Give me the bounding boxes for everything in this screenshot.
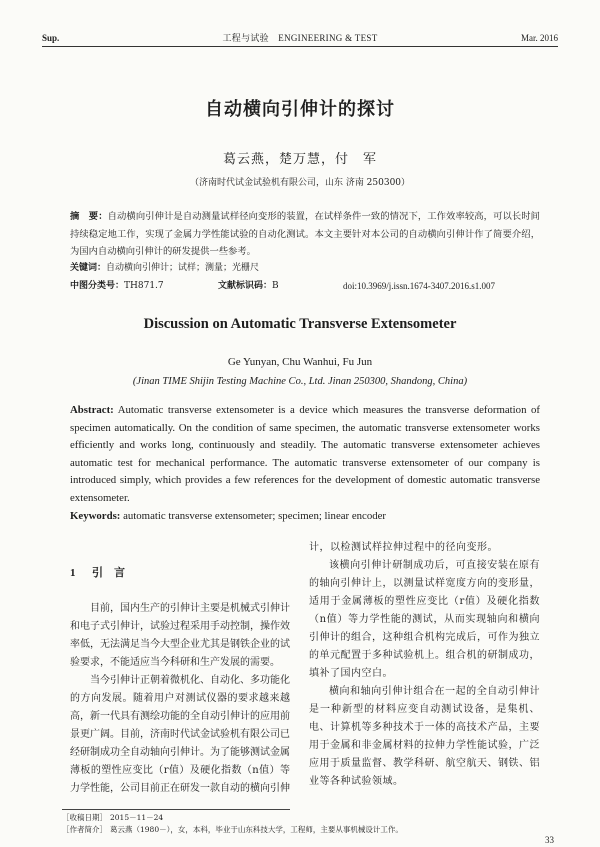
- header-issue-label: Sup.: [42, 33, 60, 43]
- footnote-author: [62, 824, 542, 836]
- header-date: Mar. 2016: [521, 33, 558, 43]
- cn-keywords-label: 关键词：: [70, 263, 107, 273]
- cn-abstract-text: 自动横向引伸计是自动测量试样径向变形的装置，在试样条件一致的情况下，工作效率较高，可以长时间持续稳定地工作，实现了金属力学性能试验的自动化测试。本文主要针对本公司的自动横向引伸计作了简要介绍，为国内自动横向引伸计的研发提供一些参考。: [70, 211, 540, 257]
- en-abstract: [70, 402, 540, 507]
- classification-value: TH871.7: [124, 281, 164, 291]
- cn-abstract: [70, 208, 540, 261]
- page-number: 33: [545, 835, 554, 845]
- footnote-received: [62, 812, 542, 824]
- document-code-value: B: [272, 281, 279, 291]
- body-paragraph-continuation: 计，以检测试样拉伸过程中的径向变形。: [309, 542, 498, 553]
- document-code-label: 文献标识码：: [218, 281, 273, 291]
- en-authors: Ge Yunyan, Chu Wanhui, Fu Jun: [227, 356, 373, 368]
- footnote-received-label: ［收稿日期］: [62, 813, 107, 822]
- doi: doi:10.3969/j.issn.1674-3407.2016.s1.007: [343, 281, 496, 291]
- header-journal-name: 工程与试验 ENGINEERING & TEST: [222, 33, 378, 43]
- left-column: [70, 600, 290, 798]
- en-abstract-text: Automatic transverse extensometer is a device which measures the transverse deformation of specimen automatically. On the condition of same specimen, the automatic transverse extensometer works efficiently and works long, continuously and steadily. The automatic transverse extensometer achieves automatic test for mechanical performance. The automatic transverse extensometer of our company is introduced simply, which provides a few references for the development of domestic automatic transverse extensometer.: [70, 404, 540, 504]
- en-keywords-label: Keywords:: [70, 510, 121, 522]
- classification-number: [70, 278, 164, 294]
- body-paragraph: 该横向引伸计研制成功后，可直接安装在原有的轴向引伸计上，以测量试样宽度方向的变形量，适用于金属薄板的塑性应变比（r值）及硬化指数（n值）等力学性能的测试，从而实现轴向和横向引伸计的组合，这种组合机构完成后，可作为独立的单元配置于多种试验机上。组合机的研制成功，填补了国内空白。: [309, 560, 540, 679]
- cn-abstract-label: 摘 要：: [70, 211, 108, 222]
- classification-label: 中图分类号：: [70, 281, 125, 291]
- cn-affiliation: （济南时代试金试验机有限公司，山东 济南 250300）: [189, 178, 411, 188]
- en-article-title: Discussion on Automatic Transverse Extensometer: [143, 316, 457, 332]
- cn-keywords-text: 自动横向引伸计；试样；测量；光栅尺: [106, 263, 260, 273]
- footnote-received-date: 2015－11－24: [110, 813, 164, 822]
- footnote-author-label: ［作者简介］: [62, 825, 107, 834]
- cn-keywords: [70, 260, 540, 277]
- body-paragraph: 当今引伸计正朝着微机化、自动化、多功能化的方向发展。随着用户对测试仪器的要求越来越高，新一代具有测绘功能的全自动引伸计的应用前景更广阔。目前，济南时代试金试验机有限公司已经研制成功全自动轴向引伸计。为了能够测试金属薄板的塑性应变比（r值）及硬化指数（n值）等力学性能，公司目前正在研发一款自动的横向引伸: [70, 675, 290, 794]
- section-title: 引 言: [92, 566, 125, 579]
- cn-article-title: 自动横向引伸计的探讨: [205, 99, 395, 120]
- section-heading: [70, 563, 125, 583]
- header-rule: [42, 46, 558, 47]
- body-paragraph: 横向和轴向引伸计组合在一起的全自动引伸计是一种新型的材料应变自动测试设备，是集机、电、计算机等多种技术于一体的高技术产品，主要用于金属和非金属材料的拉伸力学性能试验，广泛应用于质量监督、教学科研、航空航天、钢铁、铝业等各种试验领域。: [309, 686, 540, 787]
- footnote-rule: [62, 809, 290, 810]
- footnote-author-bio: 葛云燕（1980－），女，本科，毕业于山东科技大学，工程师，主要从事机械设计工作。: [110, 825, 403, 834]
- en-keywords: [70, 508, 540, 526]
- en-keywords-text: automatic transverse extensometer; specimen; linear encoder: [123, 510, 387, 522]
- en-abstract-label: Abstract:: [70, 404, 114, 416]
- en-affiliation: (Jinan TIME Shijin Testing Machine Co., Ltd. Jinan 250300, Shandong, China): [132, 376, 468, 387]
- section-number: 1: [70, 567, 76, 579]
- body-paragraph: 目前，国内生产的引伸计主要是机械式引伸计和电子式引伸计，试验过程采用手动控制，操作效率低，无法满足当今大型企业尤其是钢铁企业的试验要求，不能适应当今科研和生产发展的需要。: [70, 603, 290, 668]
- cn-authors: 葛云燕，楚万慧，付 军: [222, 152, 377, 167]
- document-code: [218, 278, 279, 294]
- right-column: [309, 539, 540, 791]
